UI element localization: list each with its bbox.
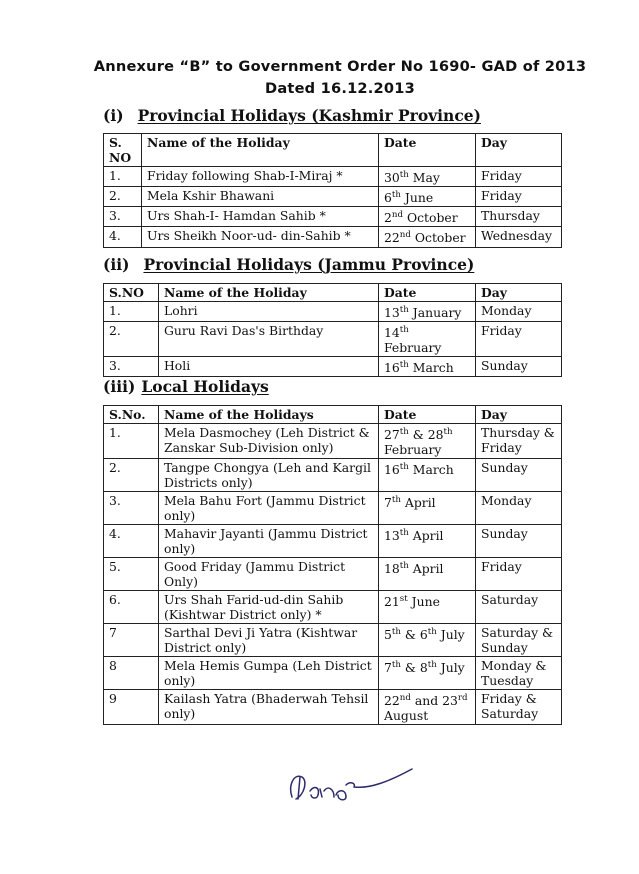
serial-number: 4. xyxy=(104,525,159,558)
holiday-name: Friday following Shab-I-Miraj * xyxy=(142,167,379,187)
column-header: Name of the Holidays xyxy=(159,406,379,424)
holiday-day: Monday xyxy=(476,302,562,322)
holiday-date: 5th & 6th July xyxy=(379,624,476,657)
section-number: (ii) xyxy=(103,255,130,274)
serial-number: 8 xyxy=(104,657,159,690)
holiday-date: 18th April xyxy=(379,558,476,591)
holiday-date: 14th February xyxy=(379,322,476,357)
holiday-day: Saturday & Sunday xyxy=(476,624,562,657)
table-header-row xyxy=(104,284,562,302)
section-title: Local Holidays xyxy=(141,377,269,396)
holiday-day: Sunday xyxy=(476,525,562,558)
local-holidays-table xyxy=(103,405,562,725)
section-number: (iii) xyxy=(103,377,136,396)
serial-number: 2. xyxy=(104,322,159,357)
jammu-holidays-table xyxy=(103,283,562,377)
table-row xyxy=(104,424,562,459)
serial-number: 1. xyxy=(104,167,142,187)
column-header: Name of the Holiday xyxy=(159,284,379,302)
holiday-date: 22nd and 23rd August xyxy=(379,690,476,725)
section-title: Provincial Holidays (Jammu Province) xyxy=(143,255,475,274)
section-heading-kashmir xyxy=(103,106,481,125)
signature-icon xyxy=(280,755,430,815)
table-row xyxy=(104,657,562,690)
holiday-date: 27th & 28th February xyxy=(379,424,476,459)
column-header: Day xyxy=(476,134,562,167)
holiday-date: 13th April xyxy=(379,525,476,558)
holiday-day: Friday & Saturday xyxy=(476,690,562,725)
holiday-day: Wednesday xyxy=(476,227,562,247)
serial-number: 5. xyxy=(104,558,159,591)
table-header-row xyxy=(104,406,562,424)
table-row xyxy=(104,525,562,558)
holiday-day: Sunday xyxy=(476,357,562,377)
serial-number: 2. xyxy=(104,459,159,492)
table-row xyxy=(104,591,562,624)
section-number: (i) xyxy=(103,106,124,125)
table-row xyxy=(104,302,562,322)
holiday-day: Thursday xyxy=(476,207,562,227)
table-row xyxy=(104,492,562,525)
holiday-name: Holi xyxy=(159,357,379,377)
table-row xyxy=(104,207,562,227)
holiday-date: 16th March xyxy=(379,357,476,377)
column-header: S.No. xyxy=(104,406,159,424)
holiday-date: 7th April xyxy=(379,492,476,525)
holiday-day: Monday & Tuesday xyxy=(476,657,562,690)
holiday-date: 13th January xyxy=(379,302,476,322)
holiday-day: Sunday xyxy=(476,459,562,492)
annexure-date: Dated 16.12.2013 xyxy=(265,80,415,97)
holiday-day: Monday xyxy=(476,492,562,525)
column-header: S. NO xyxy=(104,134,142,167)
holiday-name: Urs Sheikh Noor-ud- din-Sahib * xyxy=(142,227,379,247)
serial-number: 7 xyxy=(104,624,159,657)
column-header: Day xyxy=(476,284,562,302)
kashmir-holidays-table xyxy=(103,133,562,248)
holiday-name: Guru Ravi Das's Birthday xyxy=(159,322,379,357)
holiday-name: Mahavir Jayanti (Jammu District only) xyxy=(159,525,379,558)
table-row xyxy=(104,624,562,657)
holiday-day: Friday xyxy=(476,167,562,187)
holiday-name: Sarthal Devi Ji Yatra (Kishtwar District only) xyxy=(159,624,379,657)
table-row xyxy=(104,690,562,725)
holiday-name: Urs Shah Farid-ud-din Sahib (Kishtwar District only) * xyxy=(159,591,379,624)
serial-number: 9 xyxy=(104,690,159,725)
holiday-day: Friday xyxy=(476,322,562,357)
serial-number: 3. xyxy=(104,492,159,525)
holiday-day: Saturday xyxy=(476,591,562,624)
serial-number: 3. xyxy=(104,207,142,227)
holiday-name: Mela Dasmochey (Leh District & Zanskar Sub-Division only) xyxy=(159,424,379,459)
table-row xyxy=(104,459,562,492)
holiday-name: Tangpe Chongya (Leh and Kargil Districts only) xyxy=(159,459,379,492)
section-title: Provincial Holidays (Kashmir Province) xyxy=(137,106,481,125)
column-header: Day xyxy=(476,406,562,424)
section-heading-local xyxy=(103,377,269,396)
holiday-day: Friday xyxy=(476,187,562,207)
holiday-date: 22nd October xyxy=(379,227,476,247)
table-row xyxy=(104,227,562,247)
holiday-name: Mela Hemis Gumpa (Leh District only) xyxy=(159,657,379,690)
holiday-date: 16th March xyxy=(379,459,476,492)
holiday-day: Thursday & Friday xyxy=(476,424,562,459)
holiday-date: 2nd October xyxy=(379,207,476,227)
column-header: Date xyxy=(379,284,476,302)
section-heading-jammu xyxy=(103,255,474,274)
holiday-name: Mela Bahu Fort (Jammu District only) xyxy=(159,492,379,525)
holiday-date: 30th May xyxy=(379,167,476,187)
column-header: Date xyxy=(379,134,476,167)
serial-number: 3. xyxy=(104,357,159,377)
table-row xyxy=(104,558,562,591)
serial-number: 6. xyxy=(104,591,159,624)
holiday-name: Mela Kshir Bhawani xyxy=(142,187,379,207)
holiday-date: 7th & 8th July xyxy=(379,657,476,690)
holiday-date: 21st June xyxy=(379,591,476,624)
annexure-title: Annexure “B” to Government Order No 1690- GAD of 2013 xyxy=(93,58,587,75)
table-row xyxy=(104,167,562,187)
holiday-name: Urs Shah-I- Hamdan Sahib * xyxy=(142,207,379,227)
serial-number: 1. xyxy=(104,302,159,322)
column-header: Name of the Holiday xyxy=(142,134,379,167)
holiday-name: Lohri xyxy=(159,302,379,322)
holiday-name: Kailash Yatra (Bhaderwah Tehsil only) xyxy=(159,690,379,725)
serial-number: 2. xyxy=(104,187,142,207)
holiday-name: Good Friday (Jammu District Only) xyxy=(159,558,379,591)
column-header: S.NO xyxy=(104,284,159,302)
table-header-row xyxy=(104,134,562,167)
holiday-day: Friday xyxy=(476,558,562,591)
serial-number: 1. xyxy=(104,424,159,459)
serial-number: 4. xyxy=(104,227,142,247)
table-row xyxy=(104,357,562,377)
column-header: Date xyxy=(379,406,476,424)
table-row xyxy=(104,322,562,357)
table-row xyxy=(104,187,562,207)
holiday-date: 6th June xyxy=(379,187,476,207)
